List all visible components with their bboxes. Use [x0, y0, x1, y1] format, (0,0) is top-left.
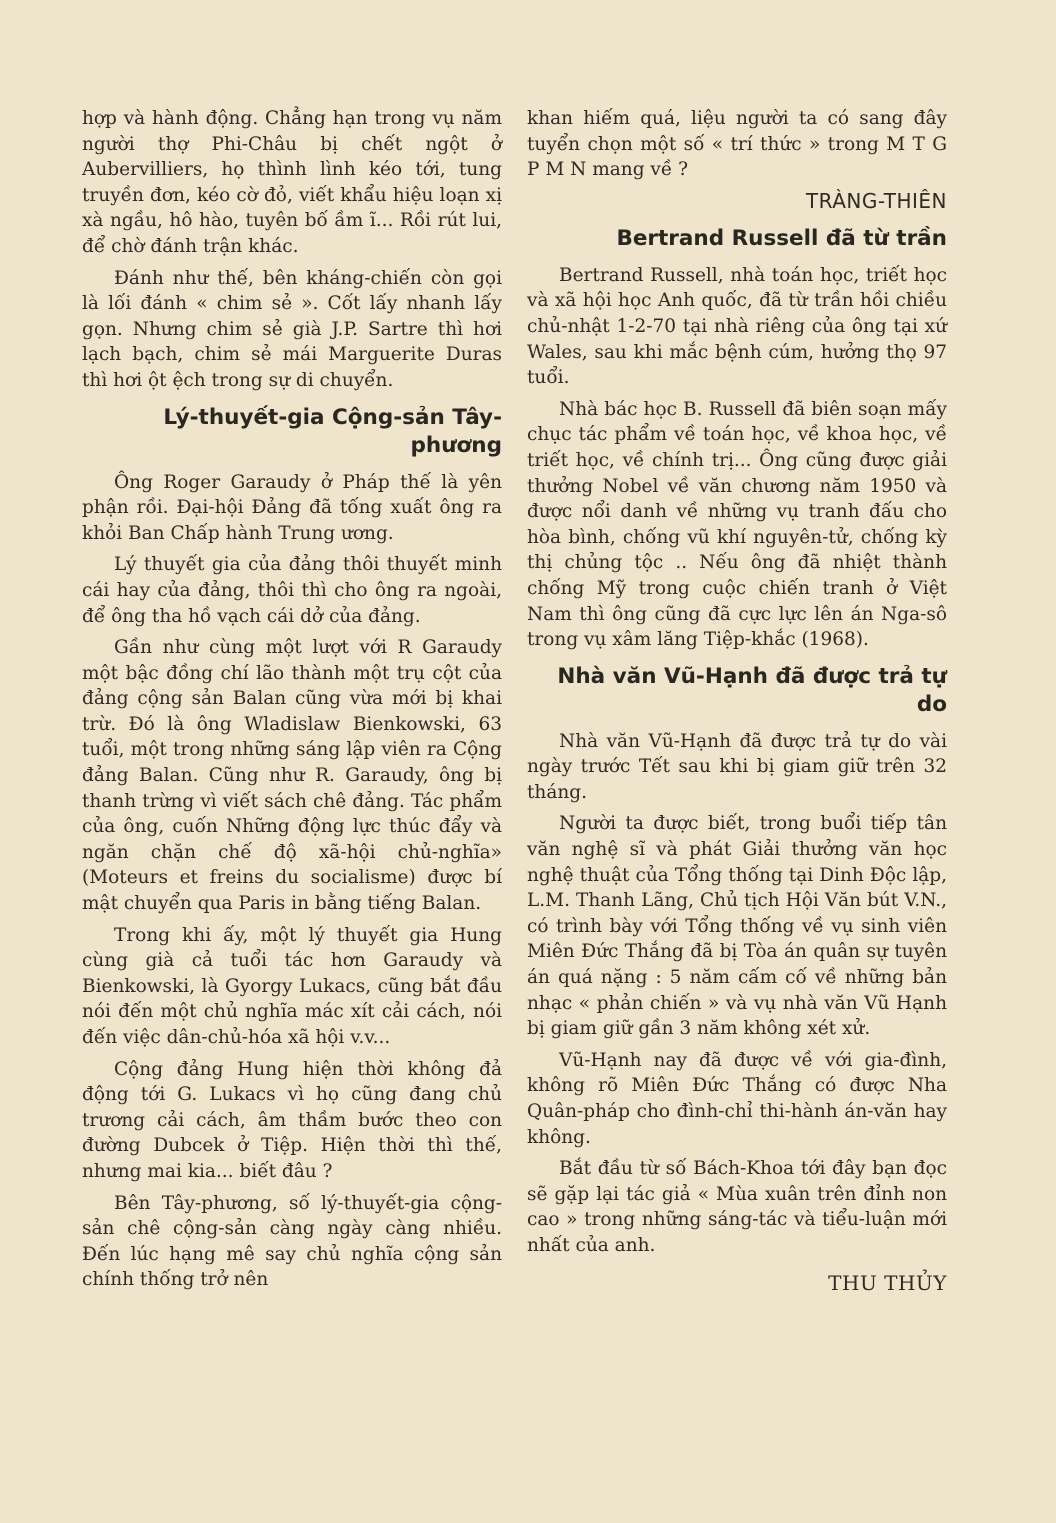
section-heading-garaudy: Lý-thuyết-gia Cộng-sản Tây-phương: [163, 404, 502, 458]
left-paragraph-5: Gần như cùng một lượt với R Garaudy một bậc đồng chí lão thành một trụ cột của đảng cộng sản Balan cũng vừa mới bị khai trừ. Đó là ông Wladislaw Bienkowski, 63 tuổi, một trong những sáng lập viên ra Cộng đảng Balan. Cũng như R. Garaudy, ông bị thanh trừng vì viết sách chê đảng. Tác phẩm của ông, cuốn Những động lực thúc đẩy và ngăn chặn chế độ xã-hội chủ-nghĩa» (Moteurs et freins du socialisme) được bí mật chuyển qua Paris in bằng tiếng Balan.: [82, 637, 502, 915]
right-paragraph-6: Vũ-Hạnh nay đã được về với gia-đình, không rõ Miên Đức Thắng có được Nha Quân-pháp cho đình-chỉ thi-hành án-văn hay không.: [527, 1049, 947, 1148]
left-paragraph-6: Trong khi ấy, một lý thuyết gia Hung cùng già cả tuổi tác hơn Garaudy và Bienkowski, là Gyorgy Lukacs, cũng bắt đầu nói đến một chủ nghĩa mác xít cải cách, nói đến việc dân-chủ-hóa xã hội v.v...: [82, 924, 502, 1048]
right-paragraph-2: Bertrand Russell, nhà toán học, triết học và xã hội học Anh quốc, đã từ trần hồi chiều chủ-nhật 1-2-70 tại nhà riêng của ông tại xứ Wales, sau khi mắc bệnh cúm, hưởng thọ 97 tuổi.: [527, 264, 947, 389]
left-paragraph-4: Lý thuyết gia của đảng thôi thuyết minh cái hay của đảng, thôi thì cho ông ra ngoài, để ông tha hồ vạch cái dở của đảng.: [82, 554, 502, 627]
right-paragraph-4: Nhà văn Vũ-Hạnh đã được trả tự do vài ngày trước Tết sau khi bị giam giữ trên 32 tháng.: [527, 730, 947, 803]
section-heading-vu-hanh: Nhà văn Vũ-Hạnh đã được trả tự do: [557, 663, 947, 717]
right-paragraph-1: khan hiếm quá, liệu người ta có sang đây tuyển chọn một số « trí thức » trong M T G P M N mang về ?: [527, 108, 947, 181]
author-signature-trang-thien: TRÀNG-THIÊN: [805, 188, 947, 213]
left-paragraph-7: Cộng đảng Hung hiện thời không đả động tới G. Lukacs vì họ cũng đang chủ trương cải cách, âm thầm bước theo con đường Dubcek ở Tiệp. Hiện thời thì thế, nhưng mai kia... biết đâu ?: [82, 1058, 502, 1182]
left-paragraph-8: Bên Tây-phương, số lý-thuyết-gia cộng-sản chê cộng-sản càng ngày càng nhiều. Đến lúc hạng mê say chủ nghĩa cộng sản chính thống trở nên: [82, 1192, 502, 1291]
left-paragraph-3: Ông Roger Garaudy ở Pháp thế là yên phận rồi. Đại-hội Đảng đã tống xuất ông ra khỏi Ban Chấp hành Trung ương.: [82, 471, 502, 544]
left-column: [82, 106, 502, 1299]
right-paragraph-5: Người ta được biết, trong buổi tiếp tân văn nghệ sĩ và phát Giải thưởng văn học nghệ thuật của Tổng thống tại Dinh Độc lập, L.M. Thanh Lãng, Chủ tịch Hội Văn bút V.N., có trình bày với Tổng thống về vụ sinh viên Miên Đức Thắng đã bị Tòa án quân sự tuyên án quá nặng : 5 năm cấm cố về những bản nhạc « phản chiến » và vụ nhà văn Vũ Hạnh bị giam giữ gần 3 năm không xét xử.: [527, 813, 947, 1040]
left-paragraph-2: Đánh như thế, bên kháng-chiến còn gọi là lối đánh « chim sẻ ». Cốt lấy nhanh lấy gọn. Nhưng chim sẻ già J.P. Sartre thì hơi lạch bạch, chim sẻ mái Marguerite Duras thì hơi ột ệch trong sự di chuyển.: [82, 267, 502, 391]
right-column: [527, 106, 947, 1307]
author-signature-thu-thuy: THU THỦY: [828, 1270, 947, 1295]
section-heading-russell: Bertrand Russell đã từ trần: [616, 225, 947, 251]
right-paragraph-3: Nhà bác học B. Russell đã biên soạn mấy chục tác phẩm về toán học, về khoa học, về triết học, về chính trị... Ông cũng được giải thưởng Nobel về văn chương năm 1950 và được nổi danh về những vụ tranh đấu cho hòa bình, chống vũ khí nguyên-tử, chống kỳ thị chủng tộc .. Nếu ông đã nhiệt thành chống Mỹ trong cuộc chiến tranh ở Việt Nam thì ông cũng đã cực lực lên án Nga-sô trong vụ xâm lăng Tiệp-khắc (1968).: [527, 398, 947, 651]
right-paragraph-7: Bắt đầu từ số Bách-Khoa tới đây bạn đọc sẽ gặp lại tác giả « Mùa xuân trên đỉnh non cao » trong những sáng-tác và tiểu-luận mới nhất của anh.: [527, 1158, 947, 1256]
left-paragraph-1: hợp và hành động. Chẳng hạn trong vụ năm người thợ Phi-Châu bị chết ngột ở Aubervilliers, họ thình lình kéo tới, tung truyền đơn, kéo cờ đỏ, viết khẩu hiệu loạn xị xà ngầu, hô hào, tuyên bố ầm ĩ... Rồi rút lui, để chờ đánh trận khác.: [82, 108, 502, 257]
